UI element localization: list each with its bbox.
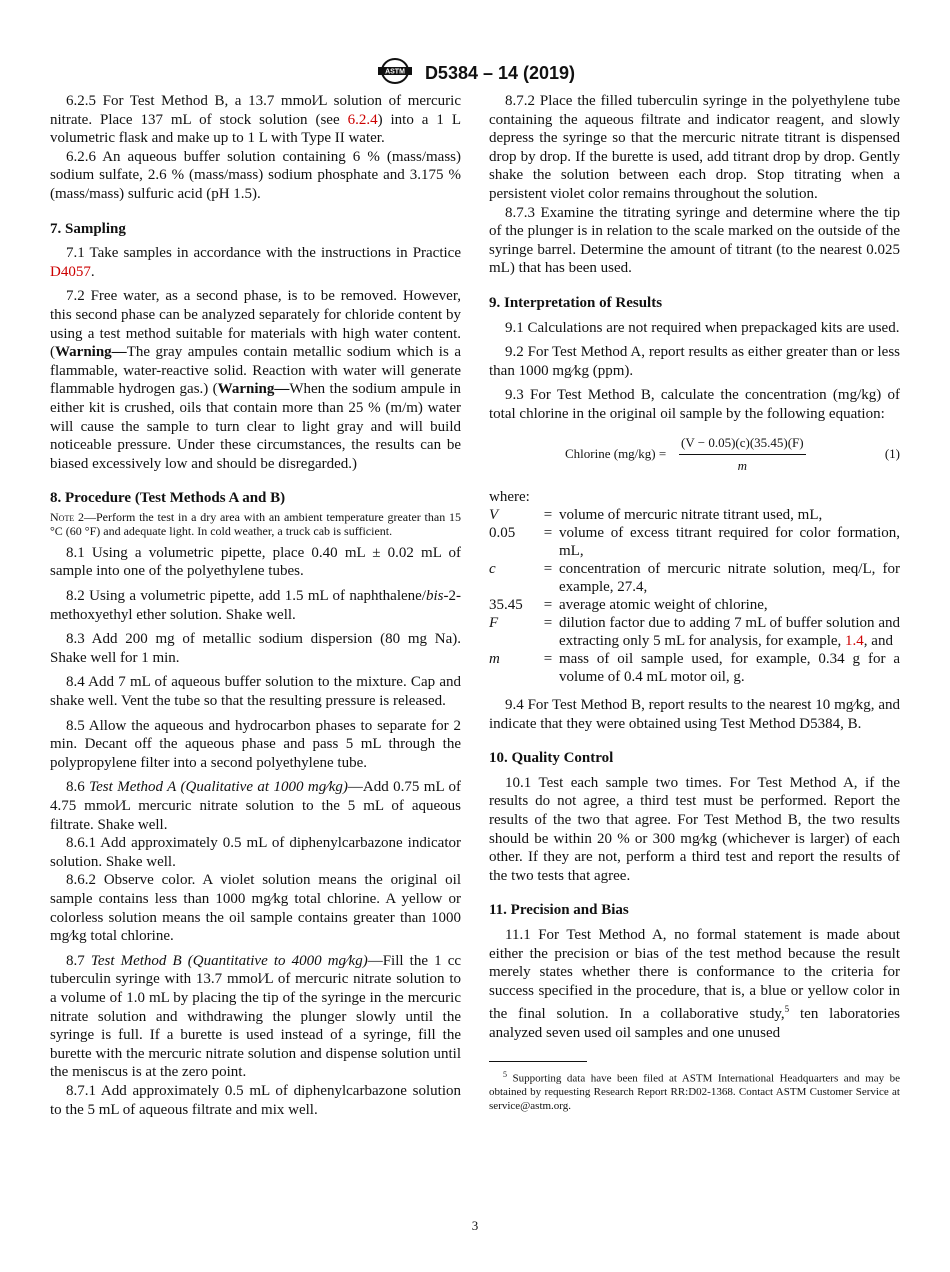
variable-symbol: V (489, 507, 499, 524)
equation-numerator: (V − 0.05)(c)(35.45)(F) (679, 434, 806, 456)
variable-row (489, 560, 900, 596)
page-number: 3 (471, 1218, 479, 1233)
left-column (50, 92, 461, 1125)
variable-definition: dilution factor due to adding 7 mL of buffer solution and extracting only 5 mL for analysis, for example, 1.4, and (559, 615, 900, 650)
paragraph-9-1: 9.1 Calculations are not required when prepackaged kits are used. (505, 319, 900, 336)
where-label: where: (489, 488, 530, 505)
paragraph-9-4: 9.4 For Test Method B, report results to the nearest 10 mg⁄kg, and indicate that they were obtained using Test Method D5384, B. (489, 697, 900, 732)
variable-definitions (489, 506, 900, 686)
paragraph-10-1: 10.1 Test each sample two times. For Test Method A, if the results do not agree, a third test must be performed. Report the results of the two that agree. For Test Method B, the two results should be within 20 % or 300 mg⁄kg (whichever is larger) of each other. If they are not, perform a third test and report the results of the two tests that agree. (489, 774, 900, 884)
variable-definition: mass of oil sample used, for example, 0.34 g for a volume of 0.4 mL motor oil, g. (559, 651, 900, 686)
equals-sign: = (543, 651, 553, 668)
paragraph-8-7-3: 8.7.3 Examine the titrating syringe and determine where the tip of the plunger is in relation to the scale marked on the outside of the syringe barrel. Determine the amount of titrant (to the nearest 0.025 mL) that has been used. (489, 204, 900, 277)
section-7-heading: 7. Sampling (50, 220, 126, 237)
astm-logo-icon (375, 58, 415, 89)
variable-row (489, 506, 900, 524)
document-id: D5384 – 14 (2019) (424, 63, 576, 83)
paragraph-8-6: 8.6 Test Method A (Qualitative at 1000 mg⁄kg)—Add 0.75 mL of 4.75 mmol⁄L mercuric nitrate solution to the 5 mL of aqueous filtrate. Shake well. (50, 779, 461, 833)
equals-sign: = (543, 525, 553, 542)
svg-text:ASTM: ASTM (385, 68, 405, 76)
paragraph-8-1: 8.1 Using a volumetric pipette, place 0.40 mL ± 0.02 mL of sample into one of the polyethylene tubes. (50, 544, 461, 580)
equation-fraction (679, 434, 806, 476)
paragraph-8-7-1: 8.7.1 Add approximately 0.5 mL of diphenylcarbazone solution to the 5 mL of aqueous filtrate and mix well. (50, 1082, 461, 1118)
note-2: Note 2—Perform the test in a dry area with an ambient temperature greater than 15 °C (60 °F) and adequate light. In cold weather, a truck cab is sufficient. (50, 509, 461, 538)
variable-row (489, 596, 900, 614)
paragraph-9-3: 9.3 For Test Method B, calculate the concentration (mg/kg) of total chlorine in the original oil sample by the following equation: (489, 387, 900, 422)
right-column (489, 92, 900, 1113)
section-9-heading: 9. Interpretation of Results (489, 294, 663, 311)
paragraph-8-2: 8.2 Using a volumetric pipette, add 1.5 mL of naphthalene/bis-2-methoxyethyl ether solution. Shake well. (50, 588, 461, 623)
footnote-divider (489, 1061, 587, 1062)
paragraph-8-7-2: 8.7.2 Place the filled tuberculin syringe in the polyethylene tube containing the aqueous filtrate and indicator reagent, and slowly depress the syringe so that the mercuric nitrate titrant is dispensed drop by drop. If the burette is used, add titrant drop by drop. Gently shake the solution between each drop. Stop titrating when a persistent violet color remains throughout the solution. (489, 93, 900, 202)
variable-symbol: m (489, 651, 500, 668)
equation-denominator: m (737, 458, 747, 474)
variable-definition: average atomic weight of chlorine, (559, 597, 768, 614)
section-8-heading: 8. Procedure (Test Methods A and B) (50, 490, 286, 507)
variable-row (489, 614, 900, 650)
paragraph-7-1: 7.1 Take samples in accordance with the instructions in Practice D4057. (50, 245, 461, 280)
section-10-heading: 10. Quality Control (489, 750, 614, 767)
paragraph-7-2: 7.2 Free water, as a second phase, is to be removed. However, this second phase can be analyzed separately for chloride content by using a test method suitable for materials with high water content. (Warning—The gray ampules contain metallic sodium which is a flammable, water-reactive solid. Reaction with water will generate flammable hydrogen gas.) (Warning—When the sodium ampule in either kit is crushed, oils that contain more than 25 % (m/m) water will cause the sample to turn clear to light gray and will build noticeable pressure. Under these circumstances, the results can be biased excessively low and should be disregarded.) (50, 288, 461, 472)
variable-row (489, 650, 900, 686)
equals-sign: = (543, 561, 553, 578)
paragraph-8-4: 8.4 Add 7 mL of aqueous buffer solution to the mixture. Cap and shake well. Vent the tube so that the resulting pressure is released. (50, 674, 461, 710)
variable-symbol: 35.45 (489, 597, 523, 614)
section-11-heading: 11. Precision and Bias (489, 902, 629, 919)
variable-definition: concentration of mercuric nitrate solution, meq/L, for example, 27.4, (559, 561, 900, 596)
footnote-ref-5[interactable]: 5 (784, 1004, 790, 1015)
paragraph-8-6-2: 8.6.2 Observe color. A violet solution means the original oil sample contains less than 1000 mg⁄kg total chlorine. A yellow or colorless solution means the oil sample contains greater than 1000 mg⁄kg total chlorine. (50, 872, 461, 945)
variable-symbol: 0.05 (489, 525, 516, 542)
paragraph-8-5: 8.5 Allow the aqueous and hydrocarbon phases to separate for 2 min. Decant off the aqueous phase and pass 5 mL through the polypropylene filter into a second polyethylene tube. (50, 717, 461, 771)
variable-row (489, 524, 900, 560)
paragraph-6-2-6: 6.2.6 An aqueous buffer solution containing 6 % (mass/mass) sodium sulfate, 2.6 % (mass/mass) sodium phosphate and 3.175 % (mass/mass) sulfuric acid (pH 1.5). (50, 148, 461, 202)
link-6-2-4[interactable]: 6.2.4 (347, 111, 378, 128)
paragraph-8-7: 8.7 Test Method B (Quantitative to 4000 mg⁄kg)—Fill the 1 cc tuberculin syringe with 13.7 mmol⁄L of mercuric nitrate solution to a volume of 1.0 mL by placing the tip of the syringe in the mercuric nitrate solution and withdrawing the plunger slowly until the syringe is full. If a burette is used instead of a syringe, fill the burette with the mercuric nitrate solution and dispense solution until the meniscus is at the zero point. (50, 952, 462, 1081)
variable-symbol: F (489, 615, 499, 632)
variable-definition: volume of excess titrant required for color formation, mL, (559, 525, 900, 560)
equation-1 (489, 434, 900, 474)
paragraph-8-6-1: 8.6.1 Add approximately 0.5 mL of diphenylcarbazone indicator solution. Shake well. (50, 835, 461, 870)
paragraph-9-2: 9.2 For Test Method A, report results as either greater than or less than 1000 mg⁄kg (ppm). (489, 344, 900, 379)
equals-sign: = (543, 507, 553, 524)
link-d4057[interactable]: D4057 (50, 263, 91, 280)
variable-symbol: c (489, 561, 496, 578)
equation-number: (1) (884, 445, 900, 461)
equals-sign: = (543, 615, 553, 632)
link-1-4[interactable]: 1.4 (845, 633, 864, 650)
paragraph-6-2-5: 6.2.5 For Test Method B, a 13.7 mmol⁄L solution of mercuric nitrate. Place 137 mL of stock solution (see 6.2.4) into a 1 L volumetric flask and make up to 1 L with Type II water. (50, 93, 462, 147)
footnote-5: $^5$ Supporting data have been filed at ASTM International Headquarters and may be obtained by requesting Research Report RR:D02-1368. Contact ASTM Customer Service at service@astm.org. (489, 1069, 900, 1113)
equation-lhs: Chlorine (mg/kg) = (565, 445, 667, 461)
page-header (0, 58, 950, 89)
variable-definition: volume of mercuric nitrate titrant used, mL, (559, 507, 823, 524)
paragraph-8-3: 8.3 Add 200 mg of metallic sodium dispersion (80 mg Na). Shake well for 1 min. (50, 631, 461, 666)
equals-sign: = (543, 597, 553, 614)
paragraph-11-1: 11.1 For Test Method A, no formal statement is made about either the precision or bias of the test method because the result merely states whether there is conformance to the criteria for success specified in the procedure, that is, a blue or yellow color in the final solution. In a collaborative study,$^5$ ten laboratories analyzed seven used oil samples and one unused (489, 927, 900, 1041)
